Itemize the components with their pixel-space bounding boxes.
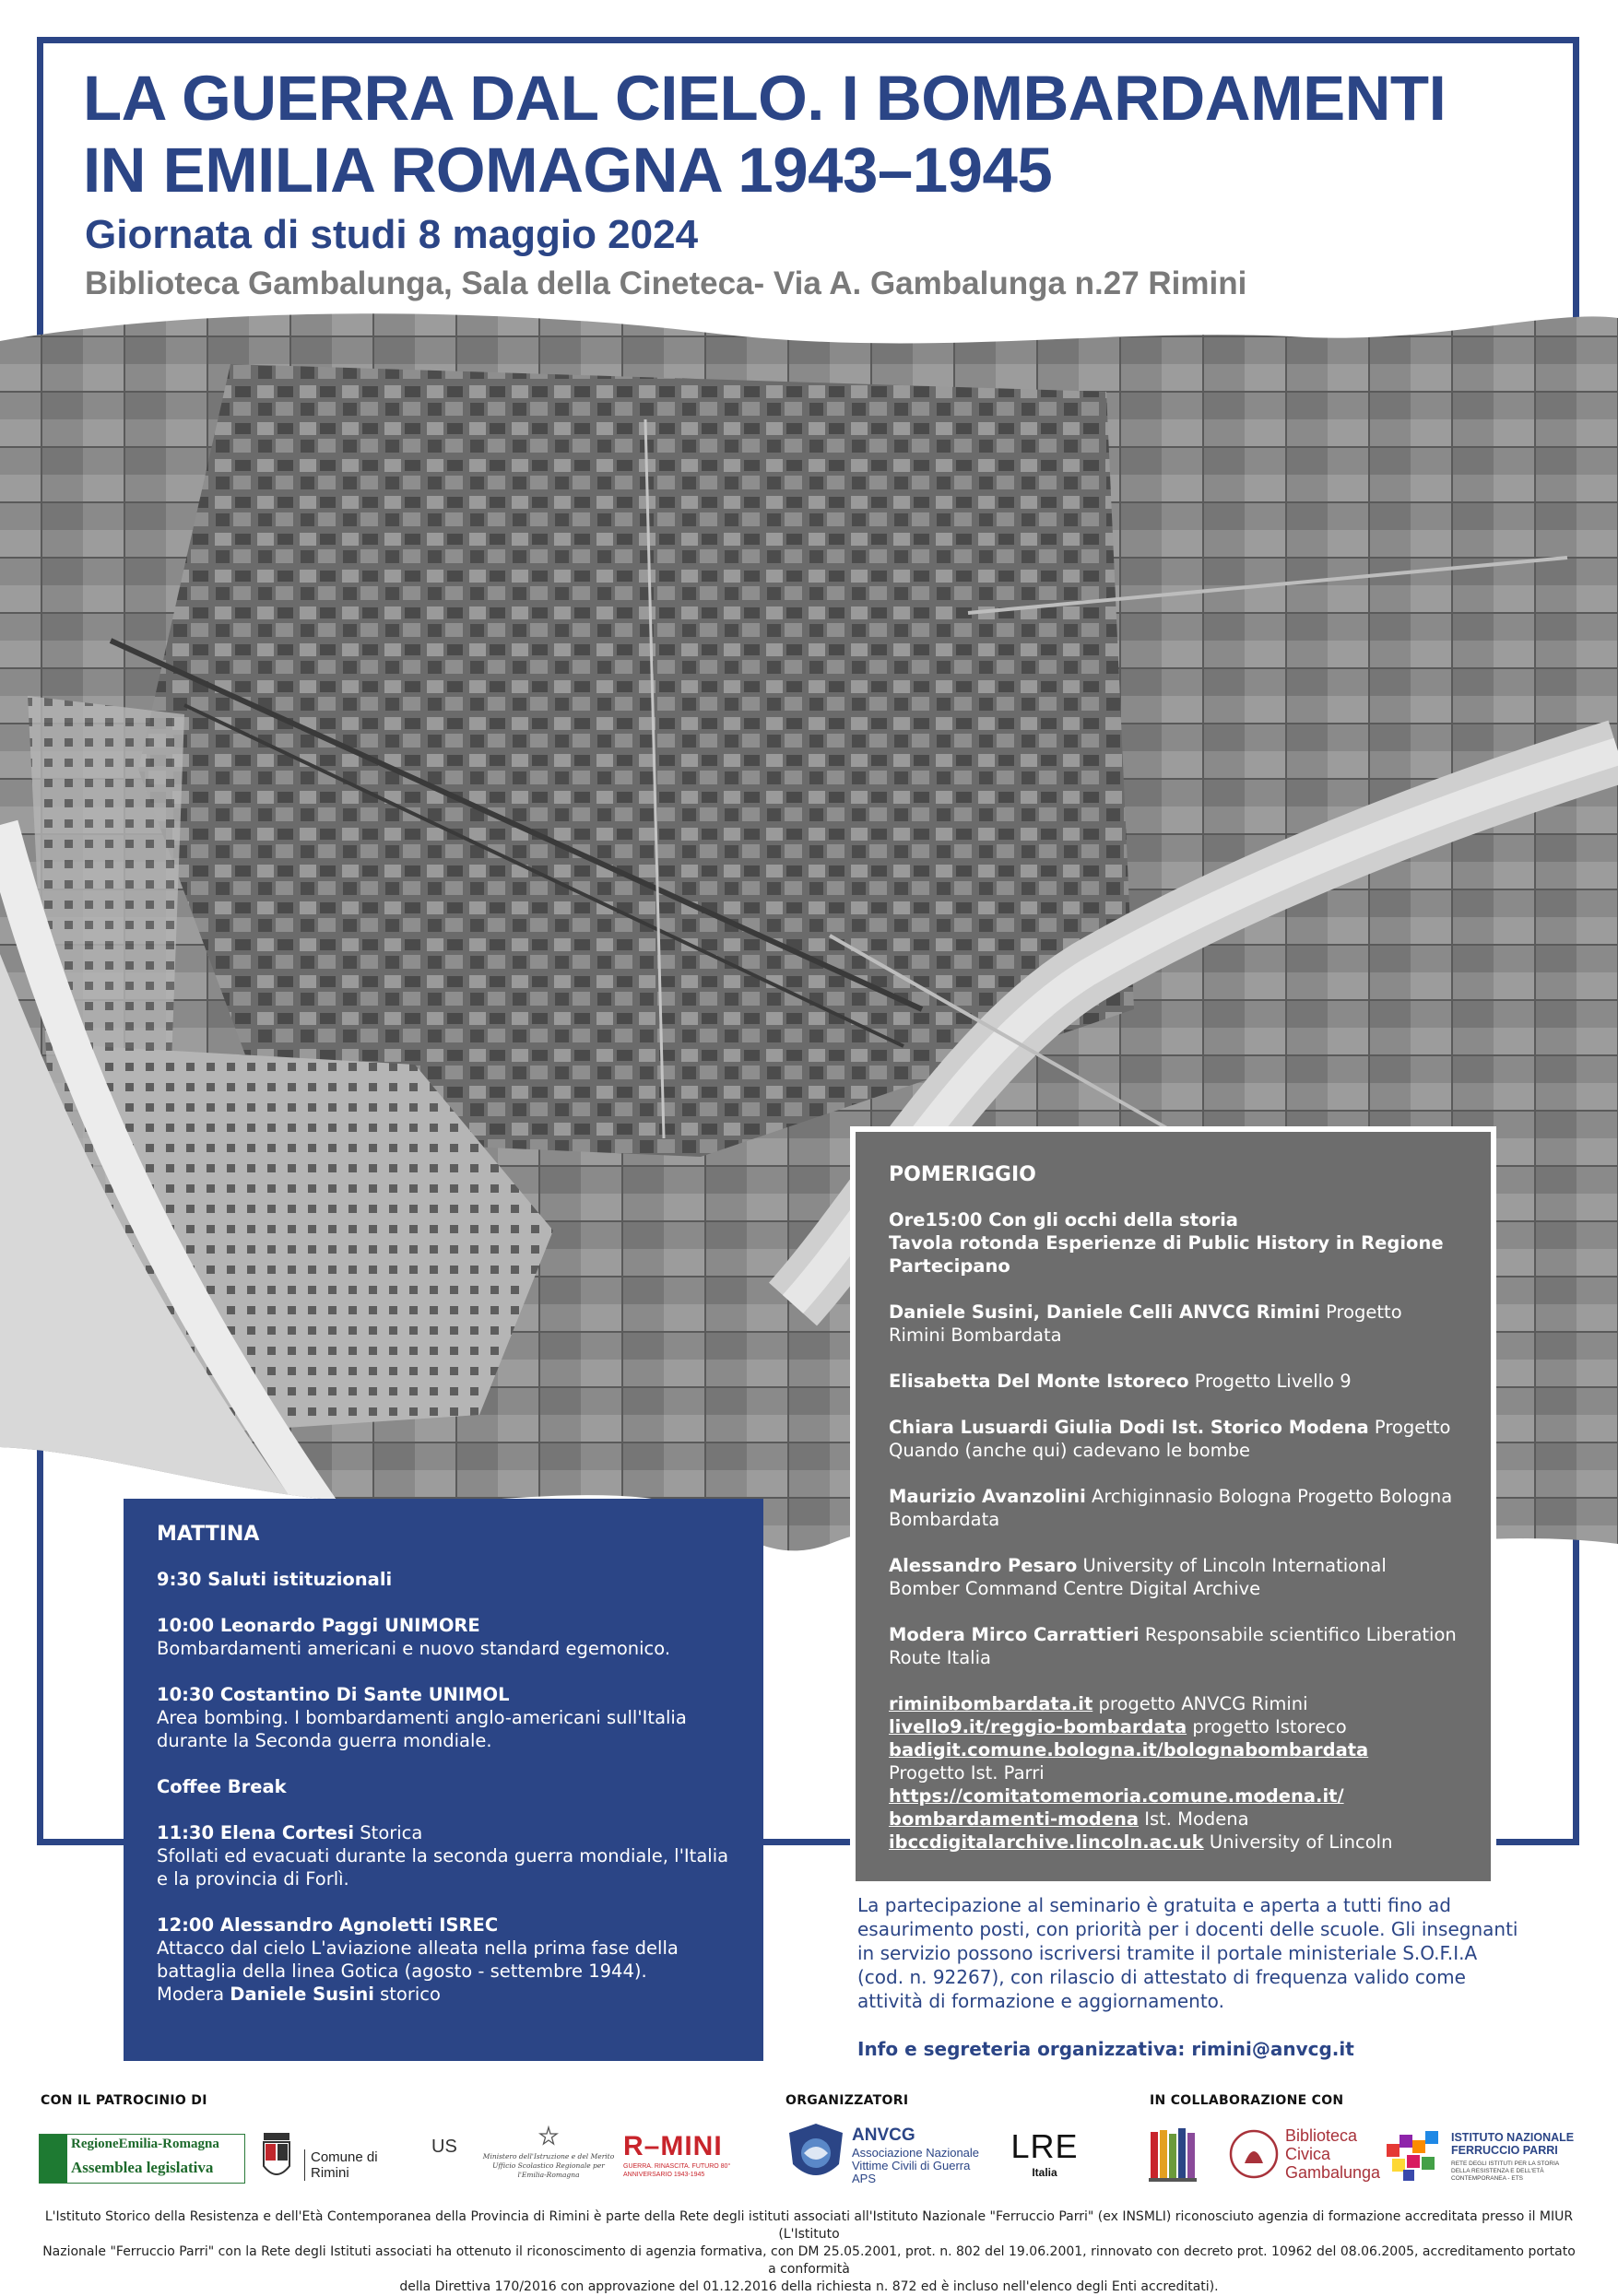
afternoon-panel xyxy=(850,1126,1496,1887)
speaker-name: Chiara Lusuardi Giulia Dodi Ist. Storico Modena xyxy=(889,1417,1369,1438)
patrocinio-label: CON IL PATROCINIO DI xyxy=(41,2093,207,2108)
list-item xyxy=(889,1370,1459,1393)
title-line-1: LA GUERRA DAL CIELO. I BOMBARDAMENTI xyxy=(83,63,1447,134)
rimini-crest-icon xyxy=(260,2129,293,2184)
session-title: Coffee Break xyxy=(157,1776,287,1797)
session-title: 10:30 Costantino Di Sante UNIMOL xyxy=(157,1684,510,1705)
comune-di-rimini-logo xyxy=(260,2129,417,2184)
registration-info xyxy=(857,1893,1521,2061)
link-riminibombardata[interactable]: riminibombardata.it xyxy=(889,1693,1093,1714)
intro-line-1: Ore15:00 Con gli occhi della storia xyxy=(889,1209,1238,1230)
session-title: 9:30 Saluti istituzionali xyxy=(157,1569,393,1590)
speaker-name: Daniele Susini, Daniele Celli ANVCG Rimini xyxy=(889,1301,1320,1323)
biblioteca-line-1: Biblioteca xyxy=(1285,2126,1358,2145)
link-comitatomemoria[interactable]: https://comitatomemoria.comune.modena.it/ xyxy=(889,1785,1344,1807)
speaker-name: Alessandro Pesaro xyxy=(889,1555,1078,1576)
istituto-parri-logo xyxy=(1387,2124,1580,2188)
parri-line-2: FERRUCCIO PARRI xyxy=(1451,2144,1558,2157)
anvcg-logo xyxy=(785,2122,1007,2188)
list-item xyxy=(157,1821,732,1890)
link-bombardamenti-modena[interactable]: bombardamenti-modena xyxy=(889,1808,1139,1830)
rimini-mark: R–MINI xyxy=(623,2131,723,2161)
page-title xyxy=(83,63,1540,206)
anvcg-shield-icon xyxy=(785,2122,846,2188)
list-item xyxy=(889,1485,1459,1531)
list-item xyxy=(157,1913,732,2006)
regione-line-1: RegioneEmilia-Romagna xyxy=(71,2137,219,2151)
speaker-detail: Responsabile scientifico Liberation Route Italia xyxy=(889,1624,1457,1668)
session-role: Storica xyxy=(354,1822,423,1843)
archive-books-icon xyxy=(1149,2125,1202,2185)
list-item xyxy=(157,1568,732,1591)
title-line-2: IN EMILIA ROMAGNA 1943–1945 xyxy=(83,135,1053,206)
morning-heading: MATTINA xyxy=(157,1523,260,1546)
ministero-logo xyxy=(479,2125,618,2184)
comune-name: Comune di Rimini xyxy=(304,2149,417,2181)
moderator-prefix: Modera xyxy=(157,1984,230,2005)
accreditation-footer xyxy=(37,2208,1581,2296)
lre-sub: Italia xyxy=(1032,2166,1057,2179)
moderator-name: Daniele Susini xyxy=(230,1984,374,2005)
collaborazione-label: IN COLLABORAZIONE CON xyxy=(1150,2093,1344,2108)
lre-mark: LRE xyxy=(1010,2127,1079,2165)
session-title: 10:00 Leonardo Paggi UNIMORE xyxy=(157,1615,480,1636)
list-item xyxy=(157,1775,732,1798)
speaker-name: Elisabetta Del Monte Istoreco xyxy=(889,1371,1189,1392)
parri-sub: RETE DEGLI ISTITUTI PER LA STORIA DELLA RESISTENZA E DELL'ETÀ CONTEMPORANEA - ETS xyxy=(1451,2161,1559,2182)
intro-line-3: Partecipano xyxy=(889,1255,1010,1277)
contact-email[interactable]: Info e segreteria organizzativa: rimini@anvcg.it xyxy=(857,2038,1354,2060)
us-logo xyxy=(431,2137,463,2177)
event-date: Giornata di studi 8 maggio 2024 xyxy=(85,212,699,257)
footer-line-2: Nazionale "Ferruccio Parri" con la Rete degli Istituti associati ha ottenuto il riconoscimento di agenzia formativa, con DM 25.05.2001, prot. n. 802 del 19.06.2001, rinnovato con decreto prot. 10962 del 08.06.2005, accreditamento portato a conformità xyxy=(42,2244,1576,2277)
footer-line-3: della Direttiva 170/2016 con approvazione del 01.12.2016 della richiesta n. 872 ed è incluso nell'elenco degli Enti accreditati). xyxy=(399,2279,1219,2294)
list-item xyxy=(889,1623,1459,1669)
rimini-sub: GUERRA. RINASCITA. FUTURO 80° ANNIVERSARIO 1943-1945 xyxy=(623,2163,731,2178)
afternoon-heading: POMERIGGIO xyxy=(889,1163,1036,1186)
afternoon-intro xyxy=(889,1208,1459,1278)
link-livello9[interactable]: livello9.it/reggio-bombardata xyxy=(889,1716,1187,1737)
moderator-role: storico xyxy=(373,1984,441,2005)
morning-panel xyxy=(124,1499,763,2061)
istituto-rimini-logo xyxy=(1149,2125,1202,2185)
project-links xyxy=(889,1692,1459,1854)
speaker-name: Modera Mirco Carrattieri xyxy=(889,1624,1140,1645)
intro-line-2: Tavola rotonda Esperienze di Public History in Regione xyxy=(889,1232,1444,1254)
list-item xyxy=(889,1301,1459,1347)
regione-emilia-romagna-logo xyxy=(39,2134,245,2184)
regione-line-2: Assemblea legislativa xyxy=(71,2159,214,2176)
link-detail: progetto Istoreco xyxy=(1187,1716,1347,1737)
event-venue: Biblioteca Gambalunga, Sala della Cineteca- Via A. Gambalunga n.27 Rimini xyxy=(85,265,1247,301)
link-badigit[interactable]: badigit.comune.bologna.it/bolognabombardata xyxy=(889,1739,1369,1760)
speaker-detail: Progetto Quando (anche qui) cadevano le bombe xyxy=(889,1417,1451,1461)
biblioteca-seal-icon xyxy=(1228,2128,1280,2180)
anvcg-sub-3: APS xyxy=(852,2172,877,2185)
footer-line-1: L'Istituto Storico della Resistenza e dell'Età Contemporanea della Provincia di Rimini è parte della Rete degli istituti associati all'Istituto Nazionale "Ferruccio Parri" (ex INSMLI) riconosciuto agenzia di formazione accreditata presso il MIUR (L'Istituto xyxy=(44,2209,1574,2242)
speaker-detail: Archiginnasio Bologna Progetto Bologna Bombardata xyxy=(889,1486,1453,1530)
speaker-detail: Progetto Rimini Bombardata xyxy=(889,1301,1402,1346)
parri-line-1: ISTITUTO NAZIONALE xyxy=(1451,2131,1575,2144)
link-detail: University of Lincoln xyxy=(1203,1831,1393,1853)
session-topic: Area bombing. I bombardamenti anglo-americani sull'Italia durante la Seconda guerra mondiale. xyxy=(157,1707,687,1751)
us-mark: US xyxy=(431,2137,457,2157)
parri-mosaic-icon xyxy=(1387,2131,1446,2183)
session-title: 11:30 Elena Cortesi xyxy=(157,1822,355,1843)
italian-emblem-icon xyxy=(537,2125,560,2148)
registration-text: La partecipazione al seminario è gratuita e aperta a tutti fino ad esaurimento posti, con priorità per i docenti delle scuole. Gli insegnanti in servizio possono iscriversi tramite il portale ministeriale S.O.F.I.A (cod. n. 92267), con rilascio di attestato di frequenza valido come attività di formazione e aggiornamento. xyxy=(857,1894,1518,2012)
link-detail: Ist. Modena xyxy=(1139,1808,1249,1830)
organizzatori-label: ORGANIZZATORI xyxy=(785,2093,909,2108)
session-topic: Sfollati ed evacuati durante la seconda guerra mondiale, l'Italia e la provincia di Forlì. xyxy=(157,1845,729,1890)
speaker-detail: Progetto Livello 9 xyxy=(1188,1371,1352,1392)
list-item xyxy=(157,1614,732,1660)
biblioteca-text xyxy=(1285,2126,1380,2182)
session-topic: Bombardamenti americani e nuovo standard egemonico. xyxy=(157,1638,671,1659)
anvcg-sub-1: Associazione Nazionale xyxy=(852,2146,980,2160)
anvcg-name: ANVCG xyxy=(852,2125,915,2145)
ministero-text: Ministero dell'Istruzione e del Merito Ufficio Scolastico Regionale per l'Emilia-Romagna xyxy=(482,2152,615,2179)
anvcg-sub xyxy=(852,2147,979,2185)
list-item xyxy=(889,1416,1459,1462)
biblioteca-line-3: Gambalunga xyxy=(1285,2163,1381,2182)
biblioteca-gambalunga-logo xyxy=(1228,2123,1381,2187)
link-detail: progetto ANVCG Rimini xyxy=(1092,1693,1308,1714)
list-item xyxy=(157,1683,732,1752)
link-detail: Progetto Ist. Parri xyxy=(889,1762,1045,1784)
speaker-name: Maurizio Avanzolini xyxy=(889,1486,1086,1507)
list-item xyxy=(889,1554,1459,1600)
link-ibccdigitalarchive[interactable]: ibccdigitalarchive.lincoln.ac.uk xyxy=(889,1831,1204,1853)
parri-name xyxy=(1451,2131,1574,2157)
rimini-80-logo xyxy=(623,2131,762,2186)
biblioteca-line-2: Civica xyxy=(1285,2145,1331,2163)
session-topic: Attacco dal cielo L'aviazione alleata nella prima fase della battaglia della linea Gotica (agosto - settembre 1944). xyxy=(157,1937,679,1982)
lre-italia-logo xyxy=(1003,2127,1086,2186)
session-title: 12:00 Alessandro Agnoletti ISREC xyxy=(157,1914,499,1936)
anvcg-sub-2: Vittime Civili di Guerra xyxy=(852,2159,971,2172)
speaker-detail: University of Lincoln International Bomber Command Centre Digital Archive xyxy=(889,1555,1387,1599)
